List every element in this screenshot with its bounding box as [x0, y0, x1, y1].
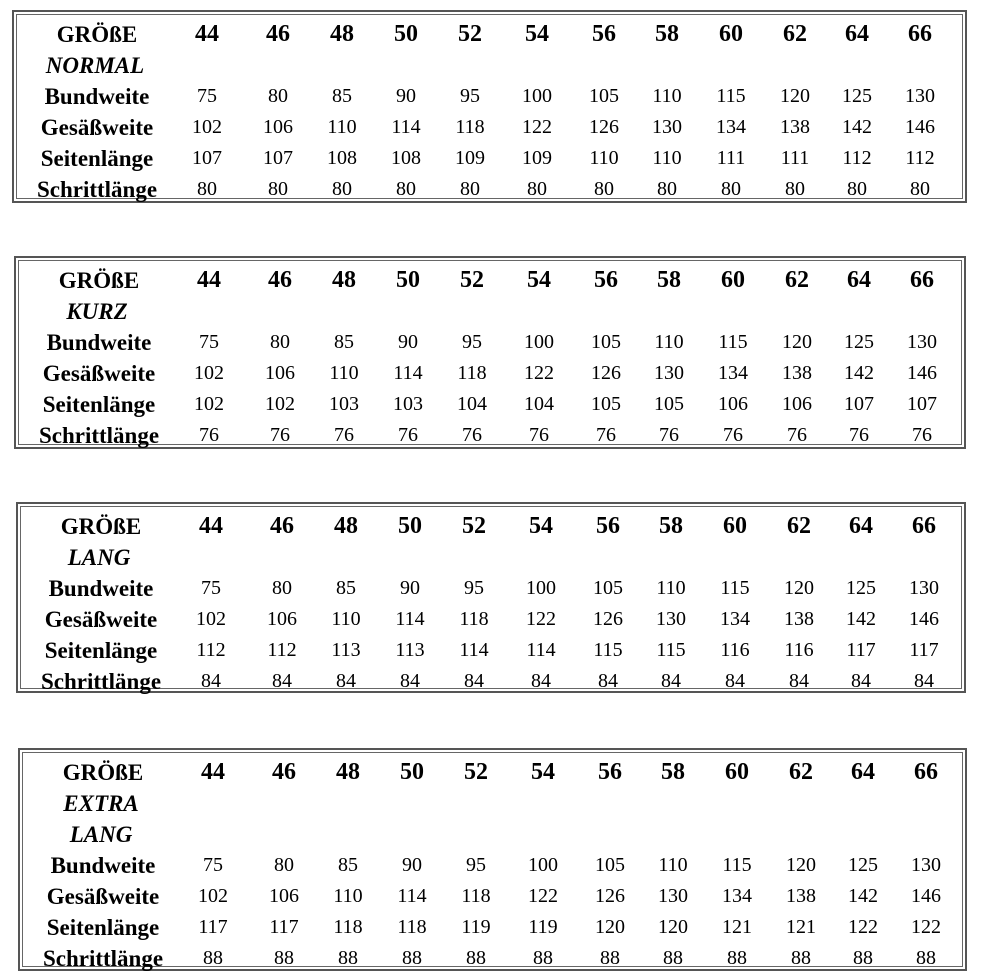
measurement-value: 115: [593, 639, 623, 661]
measurement-value: 118: [459, 608, 489, 630]
measurement-value: 105: [654, 393, 684, 415]
size-header-label: GRÖßE: [60, 514, 142, 539]
measurement-value: 126: [595, 885, 625, 907]
size-header-cell: 62: [787, 513, 811, 539]
size-header-cell: 60: [723, 513, 747, 539]
variant-row: [17, 50, 962, 81]
measurement-value: 125: [844, 331, 874, 353]
measurement-value: 130: [905, 85, 935, 107]
measurement-value: 142: [844, 362, 874, 384]
measurement-value: 84: [661, 670, 681, 692]
size-header-cell: 58: [655, 21, 679, 47]
measurement-value: 112: [905, 147, 935, 169]
measurement-label: Seitenlänge: [46, 915, 160, 940]
measurement-row: [23, 850, 962, 881]
variant-row: [23, 819, 962, 850]
measurement-value: 88: [600, 947, 620, 969]
size-header-cell: 62: [783, 21, 807, 47]
measurement-value: 90: [402, 854, 422, 876]
measurement-value: 122: [848, 916, 878, 938]
size-table-3: [18, 748, 967, 971]
measurement-value: 76: [596, 424, 616, 446]
size-header-cell: 56: [592, 21, 616, 47]
measurement-value: 85: [338, 854, 358, 876]
variant-label: NORMAL: [45, 53, 145, 78]
measurement-value: 88: [274, 947, 294, 969]
measurement-value: 107: [844, 393, 874, 415]
measurement-value: 109: [455, 147, 485, 169]
measurement-value: 76: [199, 424, 219, 446]
measurement-value: 130: [909, 577, 939, 599]
measurement-value: 146: [905, 116, 935, 138]
size-header-cell: 50: [398, 513, 422, 539]
measurement-label: Bundweite: [50, 853, 156, 878]
size-header-row: [23, 757, 962, 788]
measurement-value: 102: [198, 885, 228, 907]
measurement-value: 76: [270, 424, 290, 446]
measurement-value: 76: [787, 424, 807, 446]
measurement-value: 126: [589, 116, 619, 138]
size-header-cell: 50: [396, 267, 420, 293]
measurement-value: 84: [400, 670, 420, 692]
size-header-cell: 62: [789, 759, 813, 785]
measurement-value: 114: [459, 639, 489, 661]
measurement-row: [17, 174, 962, 205]
measurement-value: 125: [842, 85, 872, 107]
measurement-label: Schrittlänge: [36, 177, 158, 202]
measurement-value: 80: [274, 854, 294, 876]
measurement-value: 110: [331, 608, 361, 630]
measurement-value: 80: [270, 331, 290, 353]
measurement-value: 84: [598, 670, 618, 692]
size-header-cell: 56: [596, 513, 620, 539]
measurement-value: 115: [722, 854, 752, 876]
measurement-value: 105: [593, 577, 623, 599]
measurement-value: 142: [842, 116, 872, 138]
size-table-0: [12, 10, 967, 203]
measurement-value: 105: [591, 393, 621, 415]
measurement-value: 117: [269, 916, 299, 938]
size-header-cell: 64: [849, 513, 873, 539]
measurement-value: 76: [723, 424, 743, 446]
measurement-row: [19, 358, 961, 389]
measurement-value: 95: [464, 577, 484, 599]
variant-label: EXTRA: [63, 791, 139, 816]
measurement-value: 115: [656, 639, 686, 661]
size-header-cell: 46: [272, 759, 296, 785]
measurement-value: 130: [907, 331, 937, 353]
measurement-label: Schrittlänge: [40, 669, 162, 694]
measurement-value: 146: [907, 362, 937, 384]
measurement-value: 122: [911, 916, 941, 938]
size-header-cell: 62: [785, 267, 809, 293]
measurement-value: 110: [658, 854, 688, 876]
size-header-cell: 44: [199, 513, 223, 539]
measurement-value: 110: [652, 147, 682, 169]
measurement-value: 85: [334, 331, 354, 353]
measurement-value: 110: [329, 362, 359, 384]
measurement-value: 126: [591, 362, 621, 384]
measurement-row: [19, 327, 961, 358]
measurement-value: 76: [462, 424, 482, 446]
measurement-value: 114: [393, 362, 423, 384]
measurement-row: [21, 573, 961, 604]
measurement-value: 80: [268, 85, 288, 107]
size-header-cell: 66: [908, 21, 932, 47]
measurement-value: 80: [396, 178, 416, 200]
size-header-cell: 52: [464, 759, 488, 785]
size-header-cell: 46: [266, 21, 290, 47]
measurement-value: 90: [398, 331, 418, 353]
measurement-value: 84: [789, 670, 809, 692]
measurement-value: 115: [720, 577, 750, 599]
measurement-value: 80: [460, 178, 480, 200]
measurement-value: 138: [782, 362, 812, 384]
measurement-value: 116: [784, 639, 814, 661]
measurement-value: 80: [910, 178, 930, 200]
measurement-value: 102: [196, 608, 226, 630]
measurement-label: Seitenlänge: [40, 146, 154, 171]
size-header-cell: 54: [527, 267, 551, 293]
measurement-value: 120: [784, 577, 814, 599]
measurement-value: 130: [656, 608, 686, 630]
size-header-cell: 64: [851, 759, 875, 785]
measurement-value: 85: [336, 577, 356, 599]
size-header-label: GRÖßE: [62, 760, 144, 785]
measurement-row: [21, 635, 961, 666]
measurement-value: 138: [784, 608, 814, 630]
measurement-value: 118: [457, 362, 487, 384]
measurement-value: 120: [782, 331, 812, 353]
measurement-value: 106: [267, 608, 297, 630]
measurement-value: 88: [663, 947, 683, 969]
measurement-value: 102: [265, 393, 295, 415]
measurement-value: 122: [528, 885, 558, 907]
measurement-value: 88: [727, 947, 747, 969]
measurement-value: 138: [786, 885, 816, 907]
measurement-value: 114: [397, 885, 427, 907]
size-header-cell: 64: [847, 267, 871, 293]
measurement-value: 120: [595, 916, 625, 938]
size-header-cell: 52: [462, 513, 486, 539]
size-header-cell: 54: [529, 513, 553, 539]
size-header-cell: 54: [531, 759, 555, 785]
measurement-value: 134: [718, 362, 748, 384]
size-header-row: [17, 19, 962, 50]
measurement-value: 119: [528, 916, 558, 938]
measurement-value: 90: [396, 85, 416, 107]
measurement-value: 106: [265, 362, 295, 384]
measurement-label: Bundweite: [46, 330, 152, 355]
size-header-cell: 44: [195, 21, 219, 47]
measurement-value: 76: [659, 424, 679, 446]
measurement-label: Schrittlänge: [38, 423, 160, 448]
measurement-value: 107: [192, 147, 222, 169]
measurement-value: 146: [911, 885, 941, 907]
measurement-value: 111: [780, 147, 810, 169]
measurement-value: 110: [652, 85, 682, 107]
measurement-value: 119: [461, 916, 491, 938]
measurement-value: 134: [720, 608, 750, 630]
measurement-value: 106: [718, 393, 748, 415]
measurement-value: 120: [658, 916, 688, 938]
measurement-value: 111: [716, 147, 746, 169]
variant-label: KURZ: [66, 299, 128, 324]
measurement-value: 88: [791, 947, 811, 969]
measurement-value: 76: [529, 424, 549, 446]
measurement-value: 110: [333, 885, 363, 907]
measurement-value: 76: [398, 424, 418, 446]
measurement-value: 80: [657, 178, 677, 200]
measurement-value: 95: [460, 85, 480, 107]
measurement-value: 76: [912, 424, 932, 446]
measurement-value: 100: [522, 85, 552, 107]
measurement-value: 117: [198, 916, 228, 938]
measurement-row: [23, 881, 962, 912]
measurement-value: 80: [847, 178, 867, 200]
measurement-value: 95: [466, 854, 486, 876]
measurement-value: 80: [332, 178, 352, 200]
measurement-value: 116: [720, 639, 750, 661]
measurement-row: [19, 420, 961, 451]
size-header-cell: 58: [657, 267, 681, 293]
measurement-value: 84: [725, 670, 745, 692]
measurement-value: 84: [464, 670, 484, 692]
measurement-value: 106: [782, 393, 812, 415]
measurement-value: 130: [658, 885, 688, 907]
measurement-value: 75: [201, 577, 221, 599]
size-header-row: [19, 265, 961, 296]
measurement-value: 76: [849, 424, 869, 446]
variant-label: LANG: [67, 545, 131, 570]
measurement-value: 102: [194, 393, 224, 415]
measurement-value: 84: [914, 670, 934, 692]
measurement-value: 117: [846, 639, 876, 661]
size-header-cell: 64: [845, 21, 869, 47]
size-table-2: [16, 502, 966, 693]
measurement-row: [23, 912, 962, 943]
measurement-value: 104: [524, 393, 554, 415]
size-table-1: [14, 256, 966, 449]
measurement-label: Gesäßweite: [46, 884, 160, 909]
measurement-value: 121: [786, 916, 816, 938]
measurement-value: 80: [594, 178, 614, 200]
measurement-value: 80: [272, 577, 292, 599]
measurement-value: 103: [329, 393, 359, 415]
measurement-value: 104: [457, 393, 487, 415]
variant-row: [21, 542, 961, 573]
measurement-value: 125: [848, 854, 878, 876]
size-header-cell: 48: [336, 759, 360, 785]
size-header-cell: 44: [197, 267, 221, 293]
measurement-label: Bundweite: [44, 84, 150, 109]
measurement-value: 80: [527, 178, 547, 200]
size-header-cell: 60: [725, 759, 749, 785]
measurement-value: 113: [331, 639, 361, 661]
measurement-value: 112: [196, 639, 226, 661]
measurement-label: Seitenlänge: [42, 392, 156, 417]
measurement-value: 110: [589, 147, 619, 169]
size-header-cell: 60: [719, 21, 743, 47]
measurement-label: Schrittlänge: [42, 946, 164, 971]
measurement-value: 105: [591, 331, 621, 353]
measurement-value: 102: [194, 362, 224, 384]
size-header-cell: 52: [460, 267, 484, 293]
measurement-value: 114: [526, 639, 556, 661]
measurement-row: [19, 389, 961, 420]
measurement-value: 118: [461, 885, 491, 907]
size-header-cell: 50: [400, 759, 424, 785]
measurement-value: 118: [397, 916, 427, 938]
variant-row: [23, 788, 962, 819]
size-header-cell: 66: [912, 513, 936, 539]
measurement-value: 84: [272, 670, 292, 692]
measurement-value: 108: [327, 147, 357, 169]
size-header-cell: 46: [270, 513, 294, 539]
measurement-row: [17, 112, 962, 143]
measurement-label: Bundweite: [48, 576, 154, 601]
size-header-cell: 48: [330, 21, 354, 47]
size-header-cell: 66: [914, 759, 938, 785]
measurement-value: 75: [199, 331, 219, 353]
measurement-value: 142: [846, 608, 876, 630]
measurement-value: 110: [327, 116, 357, 138]
measurement-value: 112: [267, 639, 297, 661]
measurement-value: 88: [203, 947, 223, 969]
measurement-value: 100: [524, 331, 554, 353]
measurement-value: 84: [201, 670, 221, 692]
measurement-value: 88: [466, 947, 486, 969]
measurement-value: 88: [338, 947, 358, 969]
measurement-value: 105: [595, 854, 625, 876]
size-header-cell: 50: [394, 21, 418, 47]
measurement-value: 107: [263, 147, 293, 169]
measurement-value: 146: [909, 608, 939, 630]
measurement-value: 90: [400, 577, 420, 599]
measurement-value: 110: [654, 331, 684, 353]
size-header-cell: 52: [458, 21, 482, 47]
measurement-value: 84: [851, 670, 871, 692]
measurement-value: 76: [334, 424, 354, 446]
measurement-value: 100: [528, 854, 558, 876]
measurement-value: 138: [780, 116, 810, 138]
measurement-value: 109: [522, 147, 552, 169]
measurement-value: 115: [718, 331, 748, 353]
measurement-label: Gesäßweite: [40, 115, 154, 140]
measurement-value: 80: [785, 178, 805, 200]
measurement-label: Gesäßweite: [44, 607, 158, 632]
measurement-value: 134: [722, 885, 752, 907]
measurement-value: 108: [391, 147, 421, 169]
size-header-cell: 54: [525, 21, 549, 47]
measurement-value: 134: [716, 116, 746, 138]
measurement-value: 122: [524, 362, 554, 384]
measurement-value: 102: [192, 116, 222, 138]
measurement-label: Gesäßweite: [42, 361, 156, 386]
size-header-cell: 58: [661, 759, 685, 785]
variant-label: LANG: [69, 822, 133, 847]
measurement-value: 122: [522, 116, 552, 138]
measurement-label: Seitenlänge: [44, 638, 158, 663]
measurement-value: 88: [853, 947, 873, 969]
measurement-value: 130: [654, 362, 684, 384]
measurement-value: 100: [526, 577, 556, 599]
size-header-cell: 46: [268, 267, 292, 293]
measurement-row: [17, 81, 962, 112]
measurement-value: 84: [336, 670, 356, 692]
measurement-value: 120: [780, 85, 810, 107]
measurement-value: 113: [395, 639, 425, 661]
measurement-value: 106: [263, 116, 293, 138]
size-header-cell: 58: [659, 513, 683, 539]
measurement-value: 85: [332, 85, 352, 107]
size-header-cell: 48: [334, 513, 358, 539]
measurement-value: 117: [909, 639, 939, 661]
size-header-cell: 60: [721, 267, 745, 293]
measurement-value: 88: [916, 947, 936, 969]
measurement-value: 120: [786, 854, 816, 876]
measurement-row: [21, 666, 961, 697]
measurement-value: 80: [721, 178, 741, 200]
measurement-value: 130: [911, 854, 941, 876]
measurement-value: 125: [846, 577, 876, 599]
size-header-cell: 66: [910, 267, 934, 293]
measurement-value: 80: [268, 178, 288, 200]
measurement-value: 142: [848, 885, 878, 907]
measurement-value: 121: [722, 916, 752, 938]
measurement-value: 107: [907, 393, 937, 415]
measurement-value: 112: [842, 147, 872, 169]
measurement-value: 88: [402, 947, 422, 969]
measurement-value: 130: [652, 116, 682, 138]
measurement-row: [21, 604, 961, 635]
measurement-value: 115: [716, 85, 746, 107]
size-header-cell: 44: [201, 759, 225, 785]
measurement-value: 84: [531, 670, 551, 692]
measurement-value: 118: [333, 916, 363, 938]
measurement-value: 105: [589, 85, 619, 107]
measurement-value: 75: [203, 854, 223, 876]
measurement-row: [17, 143, 962, 174]
size-header-label: GRÖßE: [56, 22, 138, 47]
measurement-value: 126: [593, 608, 623, 630]
measurement-value: 114: [395, 608, 425, 630]
measurement-row: [23, 943, 962, 974]
measurement-value: 95: [462, 331, 482, 353]
measurement-value: 80: [197, 178, 217, 200]
size-header-label: GRÖßE: [58, 268, 140, 293]
variant-row: [19, 296, 961, 327]
size-header-row: [21, 511, 961, 542]
size-header-cell: 56: [598, 759, 622, 785]
measurement-value: 88: [533, 947, 553, 969]
size-header-cell: 56: [594, 267, 618, 293]
measurement-value: 122: [526, 608, 556, 630]
measurement-value: 114: [391, 116, 421, 138]
measurement-value: 106: [269, 885, 299, 907]
measurement-value: 118: [455, 116, 485, 138]
measurement-value: 110: [656, 577, 686, 599]
measurement-value: 75: [197, 85, 217, 107]
measurement-value: 103: [393, 393, 423, 415]
size-header-cell: 48: [332, 267, 356, 293]
